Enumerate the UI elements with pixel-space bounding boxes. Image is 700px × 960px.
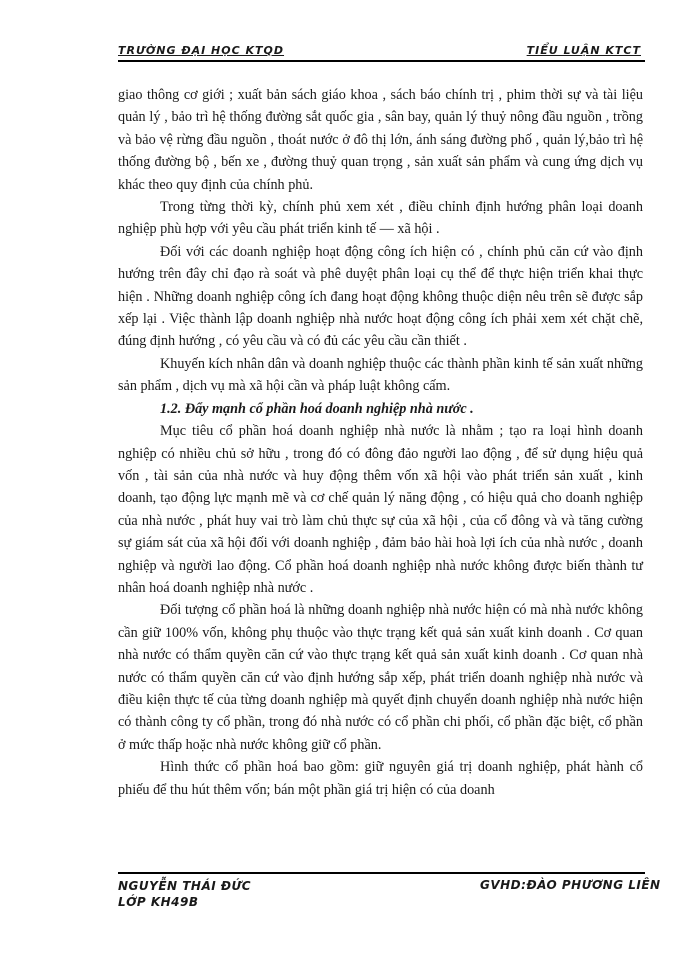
footer-rule [118, 872, 645, 874]
paragraph: Đối với các doanh nghiệp hoạt động công ích hiện có , chính phủ căn cứ vào định hướng trên đây chỉ đạo rà soát và phê duyệt phân loại cụ thể để thực hiện triển khai thực hiện . Những doanh nghiệp công ích đang hoạt động không thuộc diện nêu trên sẽ được sắp xếp lại . Việc thành lập doanh nghiệp nhà nước hoạt động công ích phải xem xét chặt chẽ, đúng định hướng , có yêu cầu và có đủ các yêu cầu cần thiết . [118, 243, 643, 350]
section-heading: 1.2. Đẩy mạnh cổ phần hoá doanh nghiệp nhà nước . [160, 400, 474, 417]
paragraph: Trong từng thời kỳ, chính phủ xem xét , điều chỉnh định hướng phân loại doanh nghiệp phù hợp với yêu cầu phát triển kinh tế — xã hội . [118, 199, 643, 238]
paragraph: Đối tượng cổ phần hoá là những doanh nghiệp nhà nước hiện có mà nhà nước không cần giữ 100% vốn, không phụ thuộc vào thực trạng kết quả sản xuất kinh doanh . Cơ quan nhà nước có thẩm quyền căn cứ vào thực trạng kết quả sản xuất kinh doanh . Cơ quan nhà nước có thẩm quyền căn cứ vào định hướng sắp xếp, phát triển doanh nghiệp nhà nước và điều kiện thực tế của từng doanh nghiệp mà quyết định chuyển doanh nghiệp nhà nước hiện có thành công ty cổ phần, trong đó nhà nước có cổ phần chi phối, cổ phần đặc biệt, cổ phần ở mức thấp hoặc nhà nước không giữ cổ phần. [118, 602, 643, 753]
footer-author-block [118, 878, 251, 910]
paragraph: Hình thức cổ phần hoá bao gồm: giữ nguyên giá trị doanh nghiệp, phát hành cổ phiếu để thu hút thêm vốn; bán một phần giá trị hiện có của doanh [118, 759, 643, 798]
page-header [118, 40, 645, 62]
footer-advisor: GVHD:ĐÀO PHƯƠNG LIÊN [480, 878, 661, 892]
paragraph: Mục tiêu cổ phần hoá doanh nghiệp nhà nước là nhằm ; tạo ra loại hình doanh nghiệp có nhiều chủ sở hữu , trong đó có đông đảo người lao động , để sử dụng hiệu quả vốn , tài sản của nhà nước và huy động thêm vốn xã hội vào phát triển sản xuất , kinh doanh, tạo động lực mạnh mẽ và cơ chế quản lý năng động , có hiệu quả cho doanh nghiệp của nhà nước , phát huy vai trò làm chủ thực sự của xã hội , của cổ đông và và tăng cường sự giám sát của xã hội đối với doanh nghiệp , đảm bảo hài hoà lợi ích của nhà nước , doanh nghiệp và người lao động. Cổ phần hoá doanh nghiệp nhà nước không được biến thành tư nhân hoá doanh nghiệp nhà nước . [118, 423, 643, 596]
body-text [118, 84, 643, 801]
footer-class: LỚP KH49B [118, 895, 199, 909]
paragraph: giao thông cơ giới ; xuất bản sách giáo khoa , sách báo chính trị , phim thời sự và tài liệu quản lý , bảo trì hệ thống đường sắt quốc gia , sân bay, quản lý thuỷ nông đầu nguồn , trồng và bảo vệ rừng đầu nguồn , thoát nước ở đô thị lớn, ánh sáng đường phố , quản lý,bảo trì hệ thống đường bộ , bến xe , đường thuỷ quan trọng , sản xuất sản phẩm và cung ứng dịch vụ khác theo quy định của chính phủ. [118, 87, 643, 193]
header-school: TRƯỜNG ĐẠI HỌC KTQD [118, 44, 285, 57]
paragraph: Khuyến kích nhân dân và doanh nghiệp thuộc các thành phần kinh tế sản xuất những sản phẩm , dịch vụ mà xã hội cần và pháp luật không cấm. [118, 355, 643, 395]
header-title: TIỂU LUẬN KTCT [526, 44, 641, 57]
footer-author: NGUYỄN THÁI ĐỨC [118, 879, 252, 893]
